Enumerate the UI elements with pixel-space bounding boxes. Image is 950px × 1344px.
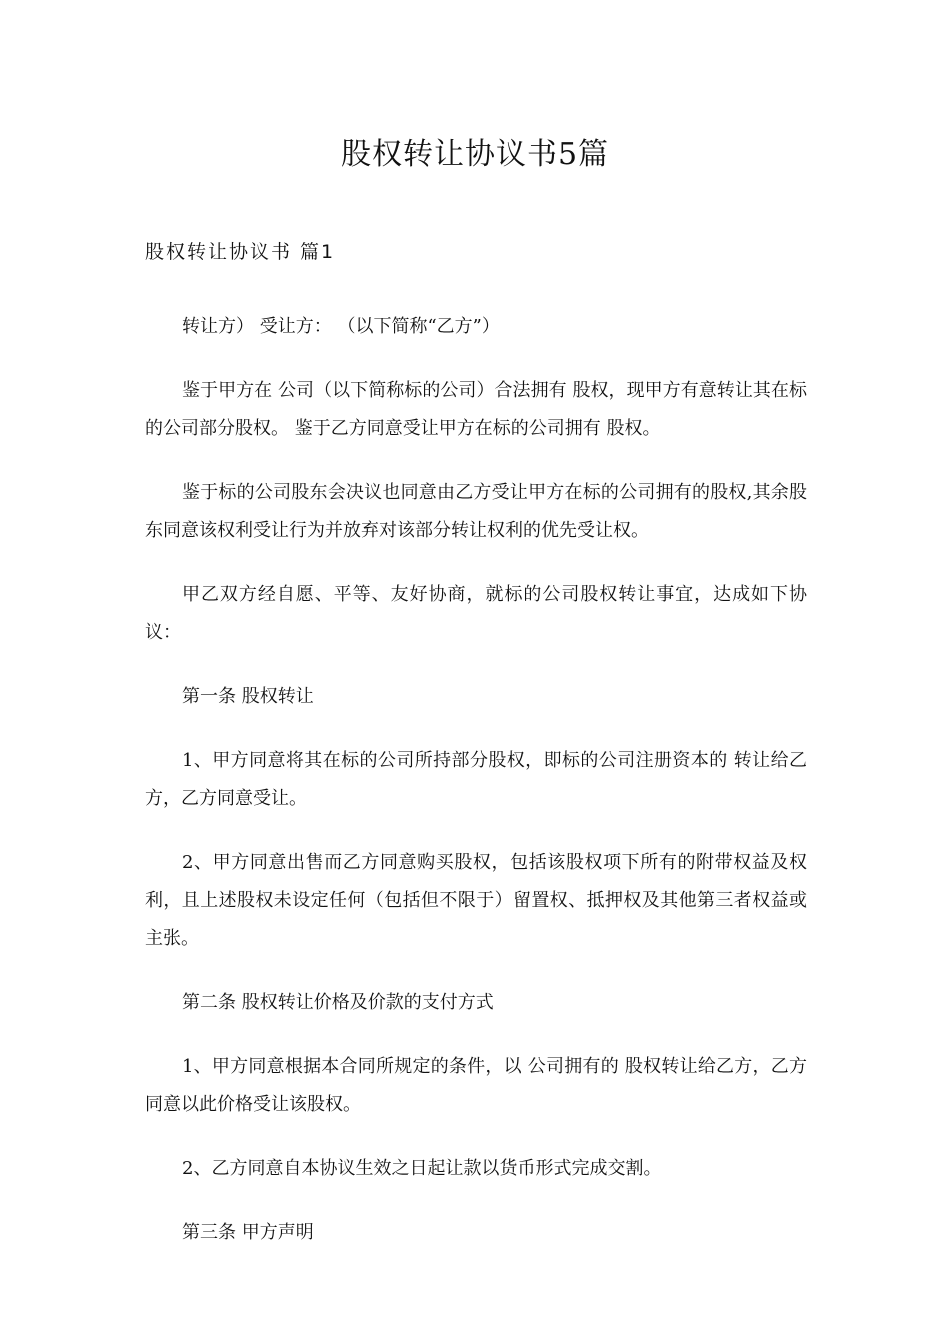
- article-heading: 第二条 股权转让价格及价款的支付方式: [182, 992, 494, 1013]
- document-title: 股权转让协议书5篇: [340, 137, 610, 172]
- article-heading: 第一条 股权转让: [182, 686, 314, 707]
- recital-paragraph: 鉴于标的公司股东会决议也同意由乙方受让甲方在标的公司拥有的股权,其余股东同意该权利受让行为并放弃对该部分转让权利的优先受让权。: [145, 482, 807, 541]
- clause-paragraph: 2、甲方同意出售而乙方同意购买股权，包括该股权项下所有的附带权益及权利，且上述股权未设定任何（包括但不限于）留置权、抵押权及其他第三者权益或主张。: [145, 852, 807, 949]
- document-body: [145, 308, 807, 1278]
- clause-paragraph: 2、乙方同意自本协议生效之日起让款以货币形式完成交割。: [182, 1158, 662, 1179]
- clause-paragraph: 1、甲方同意根据本合同所规定的条件，以 公司拥有的 股权转让给乙方，乙方同意以此价格受让该股权。: [145, 1056, 807, 1115]
- recital-paragraph: 鉴于甲方在 公司（以下简称标的公司）合法拥有 股权，现甲方有意转让其在标的公司部分股权。 鉴于乙方同意受让甲方在标的公司拥有 股权。: [145, 380, 807, 439]
- clause-paragraph: 1、甲方同意将其在标的公司所持部分股权，即标的公司注册资本的 转让给乙方，乙方同意受让。: [145, 750, 807, 809]
- party-line: 转让方） 受让方： （以下简称“乙方”）: [182, 316, 500, 337]
- agreement-intro-paragraph: 甲乙双方经自愿、平等、友好协商，就标的公司股权转让事宜，达成如下协议：: [145, 584, 807, 643]
- section-heading: 股权转让协议书 篇1: [145, 241, 336, 263]
- article-heading: 第三条 甲方声明: [182, 1222, 314, 1243]
